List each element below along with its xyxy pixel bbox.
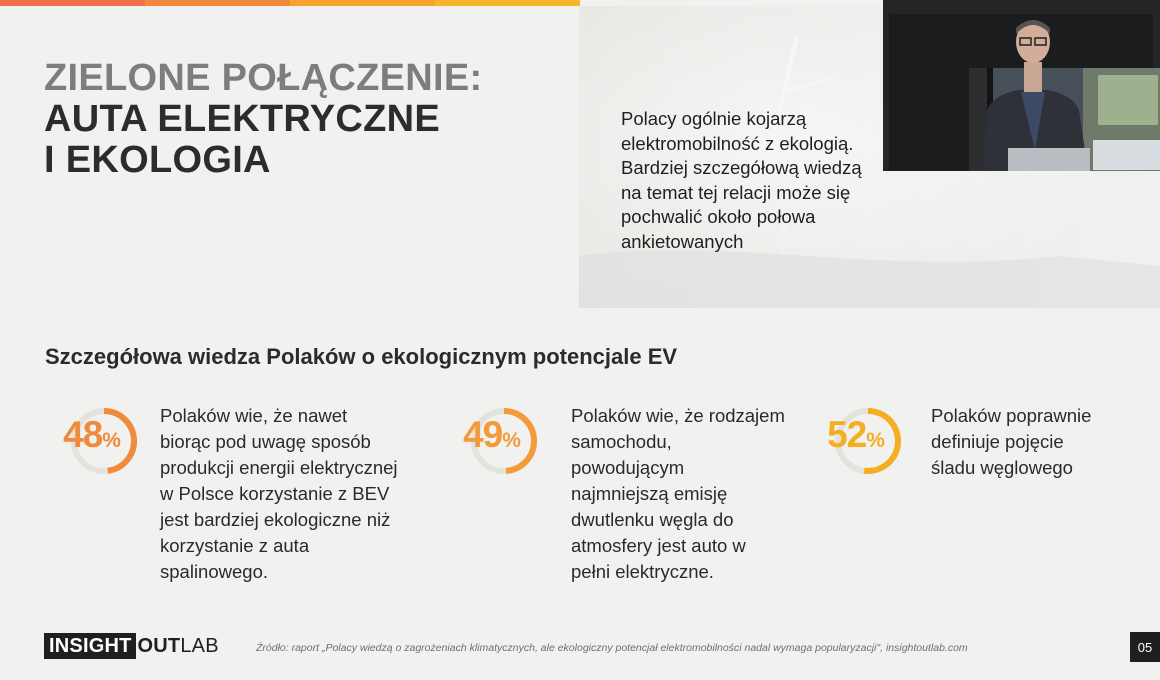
- presenter-video-feed: [883, 0, 1160, 171]
- section-subtitle: Szczegółowa wiedza Polaków o ekologicznym potencjale EV: [45, 344, 678, 369]
- stat-value-3: [810, 414, 902, 456]
- stat-unit-3: %: [866, 429, 885, 452]
- progress-ring-1: [46, 404, 138, 478]
- title-line-2: AUTA ELEKTRYCZNE: [44, 98, 441, 140]
- logo-part-insight: INSIGHT: [44, 633, 136, 659]
- slide-title: [44, 58, 483, 181]
- stat-number-1: 48: [63, 414, 103, 455]
- brand-logo: [44, 632, 219, 660]
- stat-unit-2: %: [502, 429, 521, 452]
- stat-text-1: Polaków wie, że nawet biorąc pod uwagę sposób produkcji energii elektrycznej w Polsce korzystanie z BEV jest bardziej ekologiczne niż korzystanie z auta spalinowego.: [160, 405, 398, 582]
- logo-part-out: OUT: [137, 634, 181, 657]
- page-number: 05: [1130, 632, 1160, 662]
- stat-unit-1: %: [102, 429, 121, 452]
- stat-number-3: 52: [827, 414, 867, 455]
- stat-text-3: Polaków poprawnie definiuje pojęcie śladu węglowego: [931, 405, 1092, 478]
- logo-part-lab: LAB: [180, 634, 219, 657]
- intro-paragraph: Polacy ogólnie kojarzą elektromobilność z ekologią. Bardziej szczegółową wiedzą na temat tej relacji może się pochwalić około połowa ankietowanych: [621, 108, 862, 252]
- title-line-3: I EKOLOGIA: [44, 139, 271, 181]
- stat-value-2: [446, 414, 538, 456]
- stat-value-1: [46, 414, 138, 456]
- top-color-bar: [0, 0, 580, 6]
- title-line-1: ZIELONE POŁĄCZENIE:: [44, 57, 483, 99]
- progress-ring-2: [446, 404, 538, 478]
- stat-number-2: 49: [463, 414, 503, 455]
- stat-text-2: Polaków wie, że rodzajem samochodu, powodującym najmniejszą emisję dwutlenku węgla do atmosfery jest auto w pełni elektryczne.: [571, 405, 785, 582]
- source-note: Źródło: raport „Polacy wiedzą o zagrożeniach klimatycznych, ale ekologiczny potencjał elektromobilności nadal wymaga popularyzacji", insightoutlab.com: [256, 642, 968, 654]
- footer: [44, 632, 219, 660]
- progress-ring-3: [810, 404, 902, 478]
